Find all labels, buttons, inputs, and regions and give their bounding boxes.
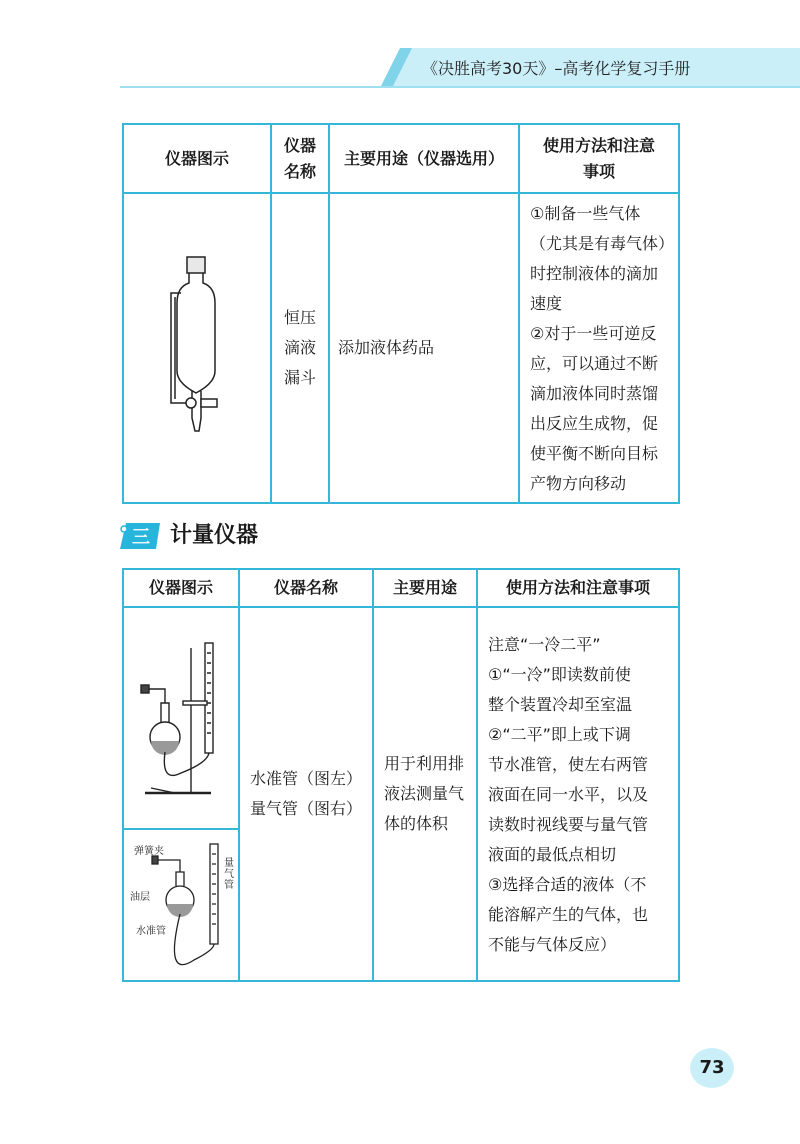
note-line: 出反应生成物，促 (530, 414, 659, 433)
note-line: 能溶解产生的气体，也 (488, 905, 649, 924)
note-line: 节水准管，使左右两管 (488, 755, 649, 774)
note-line: ③选择合适的液体（不 (488, 875, 647, 894)
diagram-bottom (124, 830, 238, 980)
section-title: 计量仪器 (170, 523, 259, 548)
name-line: 漏斗 (283, 368, 316, 387)
note-line: 时控制液体的滴加 (530, 264, 659, 283)
note-line: （尤其是有毒气体） (530, 234, 675, 253)
instrument-name-cell (239, 607, 373, 981)
note-line: ②“二平”即上或下调 (488, 725, 631, 744)
label-gas-tube: 量气管 (224, 858, 234, 891)
table-header-row (123, 124, 679, 193)
gas-measuring-apparatus-icon (131, 633, 231, 803)
table-row (123, 193, 679, 503)
usage-cell: 添加液体药品 (329, 193, 519, 503)
instrument-table-2 (122, 568, 680, 982)
note-line: 速度 (530, 294, 563, 313)
header-line: 事项 (582, 161, 615, 181)
table-header-row (123, 569, 679, 607)
note-line: 使平衡不断向目标 (530, 444, 659, 463)
note-line: ②对于一些可逆反 (530, 324, 657, 343)
dropping-funnel-illustration (157, 253, 237, 433)
col-header-name: 仪器名称 (239, 569, 373, 607)
col-header-usage: 主要用途（仪器选用） (329, 124, 519, 193)
note-line: 读数时视线要与量气管 (488, 815, 649, 834)
col-header-usage: 主要用途 (373, 569, 477, 607)
note-line: 应，可以通过不断 (530, 354, 659, 373)
diagram-top (124, 608, 238, 830)
col-header-notes: 使用方法和注意事项 (477, 569, 679, 607)
table-row (123, 607, 679, 981)
note-line: ①“一冷”即读数前使 (488, 665, 631, 684)
header-line: 使用方法和注意 (542, 135, 655, 155)
name-line: 水准管（图左） (249, 769, 362, 788)
name-line: 量气管（图右） (249, 799, 362, 818)
name-line: 滴液 (283, 338, 316, 357)
notes-cell (519, 193, 679, 503)
note-line: 液面在同一水平，以及 (488, 785, 649, 804)
usage-line: 液法测量气 (384, 784, 465, 803)
col-header-diagram: 仪器图示 (123, 569, 239, 607)
note-line: 不能与气体反应） (488, 935, 617, 954)
gas-measuring-labeled-icon (124, 830, 236, 980)
note-line: ①制备一些气体 (530, 204, 641, 223)
name-line: 恒压 (283, 308, 316, 327)
section-badge (120, 523, 160, 549)
instrument-name-cell (271, 193, 329, 503)
col-header-name (271, 124, 329, 193)
book-title: 《决胜高考30天》–高考化学复习手册 (422, 59, 691, 78)
label-spring-clip: 弹簧夹 (134, 846, 164, 857)
note-line: 整个装置冷却至室温 (488, 695, 633, 714)
usage-line: 体的体积 (384, 814, 449, 833)
note-line: 注意“一冷二平” (488, 635, 601, 654)
note-line: 液面的最低点相切 (488, 845, 617, 864)
usage-line: 用于利用排 (384, 754, 465, 773)
label-level-tube: 水准管 (136, 926, 166, 937)
page-number-label: 73 (699, 1057, 725, 1078)
page-number (688, 1046, 736, 1090)
note-line: 滴加液体同时蒸馏 (530, 384, 659, 403)
instrument-table-1 (122, 123, 680, 504)
diagram-cell (123, 607, 239, 981)
header-line: 仪器 (283, 135, 316, 155)
col-header-notes (519, 124, 679, 193)
usage-cell (373, 607, 477, 981)
label-oil-layer: 油层 (130, 892, 150, 903)
header-line: 名称 (283, 161, 316, 181)
section-badge-label: 三 (132, 527, 150, 548)
col-header-diagram: 仪器图示 (123, 124, 271, 193)
note-line: 产物方向移动 (530, 474, 627, 493)
notes-cell (477, 607, 679, 981)
diagram-cell (123, 193, 271, 503)
